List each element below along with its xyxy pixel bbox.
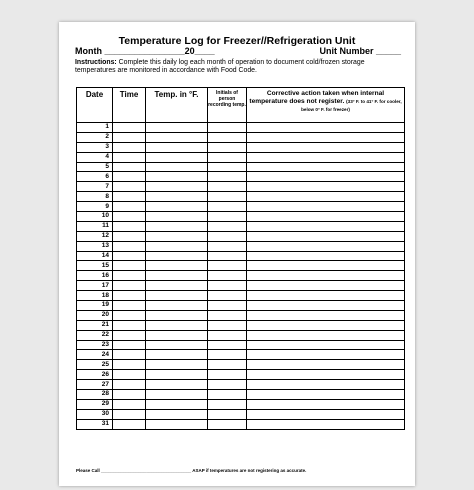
action-cell[interactable] [247,142,405,152]
date-cell: 17 [77,281,113,291]
temp-cell[interactable] [146,172,208,182]
initials-cell[interactable] [208,123,247,133]
date-cell: 26 [77,370,113,380]
temp-cell[interactable] [146,399,208,409]
temp-cell[interactable] [146,370,208,380]
temp-cell[interactable] [146,142,208,152]
time-cell[interactable] [113,409,146,419]
table-row [77,231,405,241]
action-cell[interactable] [247,192,405,202]
table-row [77,281,405,291]
temp-cell[interactable] [146,390,208,400]
table-row [77,390,405,400]
action-cell[interactable] [247,162,405,172]
action-cell[interactable] [247,241,405,251]
action-cell[interactable] [247,340,405,350]
table-row [77,271,405,281]
time-cell[interactable] [113,212,146,222]
action-cell[interactable] [247,271,405,281]
table-row [77,182,405,192]
initials-cell[interactable] [208,390,247,400]
date-cell: 9 [77,202,113,212]
date-cell: 23 [77,340,113,350]
initials-cell[interactable] [208,241,247,251]
table-header-row [77,88,405,123]
initials-cell[interactable] [208,291,247,301]
date-cell: 14 [77,251,113,261]
temp-cell[interactable] [146,419,208,429]
header-action-note: (33° F. to 41° F. for cooler, below 0° F. for freezer) [301,99,402,112]
time-cell[interactable] [113,419,146,429]
date-cell: 12 [77,231,113,241]
table-row [77,399,405,409]
action-cell[interactable] [247,360,405,370]
table-row [77,330,405,340]
date-cell: 25 [77,360,113,370]
temp-cell[interactable] [146,291,208,301]
initials-cell[interactable] [208,419,247,429]
date-cell: 16 [77,271,113,281]
date-cell: 24 [77,350,113,360]
temp-cell[interactable] [146,330,208,340]
page-title: Temperature Log for Freezer//Refrigeration Unit [118,35,356,47]
action-cell[interactable] [247,390,405,400]
action-cell[interactable] [247,123,405,133]
date-cell: 2 [77,132,113,142]
time-cell[interactable] [113,182,146,192]
time-cell[interactable] [113,162,146,172]
action-cell[interactable] [247,419,405,429]
temp-cell[interactable] [146,251,208,261]
action-cell[interactable] [247,182,405,192]
table-row [77,172,405,182]
temp-cell[interactable] [146,409,208,419]
temp-cell[interactable] [146,123,208,133]
action-cell[interactable] [247,330,405,340]
date-cell: 6 [77,172,113,182]
action-cell[interactable] [247,231,405,241]
date-cell: 28 [77,390,113,400]
footer-note: Please Call ____________________________________ ASAP if temperatures are not registering as accurate. [76,468,307,473]
header-time: Time [113,88,146,123]
temp-cell[interactable] [146,241,208,251]
header-temp: Temp. in °F. [146,88,208,123]
table-row [77,350,405,360]
time-cell[interactable] [113,172,146,182]
table-row [77,320,405,330]
temp-cell[interactable] [146,301,208,311]
date-cell: 8 [77,192,113,202]
time-cell[interactable] [113,261,146,271]
action-cell[interactable] [247,251,405,261]
table-row [77,132,405,142]
initials-cell[interactable] [208,142,247,152]
table-row [77,340,405,350]
action-cell[interactable] [247,172,405,182]
date-cell: 5 [77,162,113,172]
time-cell[interactable] [113,251,146,261]
month-year-field: Month ________________20____ [75,46,215,56]
instructions-text: Complete this daily log each month of operation to document cold/frozen storage temperatures are monitored in accordance with Food Code. [75,59,365,75]
action-cell[interactable] [247,399,405,409]
table-row [77,221,405,231]
temp-cell[interactable] [146,350,208,360]
action-cell[interactable] [247,212,405,222]
temp-cell[interactable] [146,132,208,142]
time-cell[interactable] [113,310,146,320]
time-cell[interactable] [113,399,146,409]
temp-cell[interactable] [146,360,208,370]
date-cell: 3 [77,142,113,152]
initials-cell[interactable] [208,320,247,330]
date-cell: 27 [77,380,113,390]
table-body [77,123,405,430]
time-cell[interactable] [113,350,146,360]
action-cell[interactable] [247,261,405,271]
table-row [77,419,405,429]
header-initials: Initials of person recording temp. [208,88,247,123]
date-cell: 18 [77,291,113,301]
date-cell: 19 [77,301,113,311]
time-cell[interactable] [113,123,146,133]
time-cell[interactable] [113,380,146,390]
initials-cell[interactable] [208,330,247,340]
action-cell[interactable] [247,291,405,301]
table-row [77,142,405,152]
instructions-label: Instructions: [75,59,117,66]
initials-cell[interactable] [208,360,247,370]
initials-cell[interactable] [208,172,247,182]
temp-cell[interactable] [146,152,208,162]
action-cell[interactable] [247,202,405,212]
initials-cell[interactable] [208,251,247,261]
table-row [77,212,405,222]
action-cell[interactable] [247,301,405,311]
temp-cell[interactable] [146,261,208,271]
initials-cell[interactable] [208,340,247,350]
initials-cell[interactable] [208,301,247,311]
date-cell: 31 [77,419,113,429]
header-date: Date [77,88,113,123]
temp-cell[interactable] [146,182,208,192]
temp-cell[interactable] [146,221,208,231]
date-cell: 22 [77,330,113,340]
time-cell[interactable] [113,330,146,340]
action-cell[interactable] [247,350,405,360]
table-row [77,261,405,271]
initials-cell[interactable] [208,310,247,320]
initials-cell[interactable] [208,271,247,281]
action-cell[interactable] [247,380,405,390]
temp-cell[interactable] [146,340,208,350]
table-row [77,251,405,261]
table-row [77,202,405,212]
header-corrective-action [247,88,405,123]
time-cell[interactable] [113,301,146,311]
time-cell[interactable] [113,281,146,291]
time-cell[interactable] [113,192,146,202]
initials-cell[interactable] [208,380,247,390]
date-cell: 11 [77,221,113,231]
table-row [77,310,405,320]
date-cell: 30 [77,409,113,419]
time-cell[interactable] [113,142,146,152]
unit-number-field: Unit Number _____ [319,46,401,56]
time-cell[interactable] [113,390,146,400]
initials-cell[interactable] [208,152,247,162]
table-row [77,152,405,162]
action-cell[interactable] [247,132,405,142]
time-cell[interactable] [113,340,146,350]
action-cell[interactable] [247,310,405,320]
date-cell: 4 [77,152,113,162]
initials-cell[interactable] [208,162,247,172]
table-row [77,301,405,311]
time-cell[interactable] [113,152,146,162]
action-cell[interactable] [247,281,405,291]
table-row [77,360,405,370]
initials-cell[interactable] [208,261,247,271]
time-cell[interactable] [113,132,146,142]
table-row [77,192,405,202]
time-cell[interactable] [113,271,146,281]
temp-cell[interactable] [146,202,208,212]
temp-cell[interactable] [146,310,208,320]
temp-cell[interactable] [146,231,208,241]
table-row [77,241,405,251]
header-action-text: Corrective action taken when internal temperature does not register. [249,90,385,105]
temp-cell[interactable] [146,281,208,291]
initials-cell[interactable] [208,221,247,231]
temperature-log-table [76,87,405,430]
table-row [77,123,405,133]
time-cell[interactable] [113,320,146,330]
action-cell[interactable] [247,320,405,330]
table-row [77,409,405,419]
initials-cell[interactable] [208,370,247,380]
temp-cell[interactable] [146,271,208,281]
date-cell: 21 [77,320,113,330]
table-row [77,291,405,301]
date-cell: 1 [77,123,113,133]
table-row [77,162,405,172]
temp-cell[interactable] [146,162,208,172]
date-cell: 10 [77,212,113,222]
initials-cell[interactable] [208,399,247,409]
table-row [77,370,405,380]
initials-cell[interactable] [208,409,247,419]
initials-cell[interactable] [208,231,247,241]
temp-cell[interactable] [146,380,208,390]
action-cell[interactable] [247,221,405,231]
table-row [77,380,405,390]
date-cell: 20 [77,310,113,320]
action-cell[interactable] [247,152,405,162]
initials-cell[interactable] [208,182,247,192]
time-cell[interactable] [113,221,146,231]
initials-cell[interactable] [208,350,247,360]
document-page [59,22,415,486]
time-cell[interactable] [113,360,146,370]
date-cell: 15 [77,261,113,271]
date-cell: 13 [77,241,113,251]
action-cell[interactable] [247,370,405,380]
time-cell[interactable] [113,291,146,301]
instructions [75,59,401,76]
temp-cell[interactable] [146,192,208,202]
initials-cell[interactable] [208,132,247,142]
initials-cell[interactable] [208,281,247,291]
action-cell[interactable] [247,409,405,419]
time-cell[interactable] [113,231,146,241]
temp-cell[interactable] [146,320,208,330]
temp-cell[interactable] [146,212,208,222]
initials-cell[interactable] [208,212,247,222]
time-cell[interactable] [113,370,146,380]
time-cell[interactable] [113,202,146,212]
initials-cell[interactable] [208,192,247,202]
initials-cell[interactable] [208,202,247,212]
date-cell: 29 [77,399,113,409]
date-cell: 7 [77,182,113,192]
time-cell[interactable] [113,241,146,251]
